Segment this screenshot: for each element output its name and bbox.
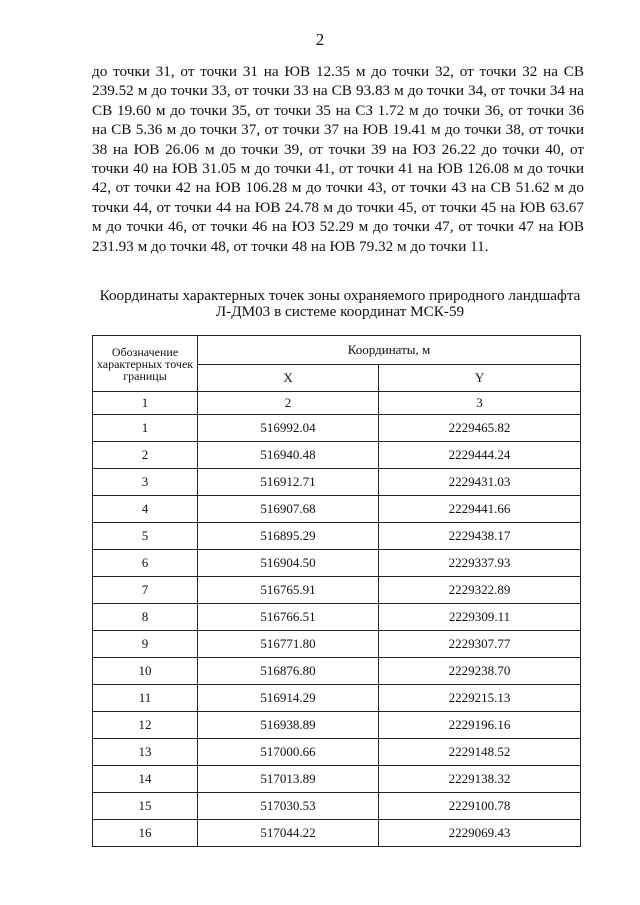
table-row	[93, 550, 581, 577]
x-coordinate-cell: 516771.80	[198, 631, 379, 658]
header-designation: Обозначение характерных точек границы	[93, 336, 198, 392]
column-number-1: 1	[93, 392, 198, 415]
x-coordinate-cell: 516940.48	[198, 442, 379, 469]
point-number-cell: 6	[93, 550, 198, 577]
y-coordinate-cell: 2229196.16	[379, 712, 581, 739]
y-coordinate-cell: 2229069.43	[379, 820, 581, 847]
x-coordinate-cell: 517000.66	[198, 739, 379, 766]
y-coordinate-cell: 2229431.03	[379, 469, 581, 496]
table-row	[93, 577, 581, 604]
table-title	[80, 288, 600, 320]
x-coordinate-cell: 516914.29	[198, 685, 379, 712]
y-coordinate-cell: 2229148.52	[379, 739, 581, 766]
x-coordinate-cell: 516876.80	[198, 658, 379, 685]
table-row	[93, 523, 581, 550]
x-coordinate-cell: 517013.89	[198, 766, 379, 793]
header-x: X	[198, 365, 379, 392]
table-row	[93, 766, 581, 793]
column-number-3: 3	[379, 392, 581, 415]
table-row	[93, 712, 581, 739]
point-number-cell: 2	[93, 442, 198, 469]
x-coordinate-cell: 516766.51	[198, 604, 379, 631]
coordinates-table	[92, 335, 581, 847]
table-row	[93, 469, 581, 496]
y-coordinate-cell: 2229441.66	[379, 496, 581, 523]
header-y: Y	[379, 365, 581, 392]
point-number-cell: 13	[93, 739, 198, 766]
y-coordinate-cell: 2229100.78	[379, 793, 581, 820]
point-number-cell: 15	[93, 793, 198, 820]
table-row	[93, 631, 581, 658]
point-number-cell: 5	[93, 523, 198, 550]
point-number-cell: 4	[93, 496, 198, 523]
x-coordinate-cell: 516907.68	[198, 496, 379, 523]
table-row	[93, 415, 581, 442]
x-coordinate-cell: 517044.22	[198, 820, 379, 847]
x-coordinate-cell: 516765.91	[198, 577, 379, 604]
y-coordinate-cell: 2229309.11	[379, 604, 581, 631]
point-number-cell: 8	[93, 604, 198, 631]
x-coordinate-cell: 516904.50	[198, 550, 379, 577]
column-number-row	[93, 392, 581, 415]
column-number-2: 2	[198, 392, 379, 415]
y-coordinate-cell: 2229444.24	[379, 442, 581, 469]
x-coordinate-cell: 516992.04	[198, 415, 379, 442]
x-coordinate-cell: 517030.53	[198, 793, 379, 820]
table-row	[93, 604, 581, 631]
point-number-cell: 3	[93, 469, 198, 496]
boundary-description-paragraph: до точки 31, от точки 31 на ЮВ 12.35 м до точки 32, от точки 32 на СВ 239.52 м до точки 33, от точки 33 на СВ 93.83 м до точки 34, от точки 34 на СВ 19.60 м до точки 35, от точки 35 на СЗ 1.72 м до точки 36, от точки 36 на СВ 5.36 м до точки 37, от точки 37 на ЮВ 19.41 м до точки 38, от точки 38 на ЮВ 26.06 м до точки 39, от точки 39 на ЮЗ 26.22 до точки 40, от точки 40 на ЮВ 31.05 м до точки 41, от точки 41 на ЮВ 126.08 м до точки 42, от точки 42 на ЮВ 106.28 м до точки 43, от точки 43 на СВ 51.62 м до точки 44, от точки 44 на ЮВ 24.78 м до точки 45, от точки 45 на ЮВ 63.67 м до точки 46, от точки 46 на ЮЗ 52.29 м до точки 47, от точки 47 на ЮВ 231.93 м до точки 48, от точки 48 на ЮВ 79.32 м до точки 11.	[92, 63, 584, 255]
table-row	[93, 739, 581, 766]
point-number-cell: 9	[93, 631, 198, 658]
table-row	[93, 820, 581, 847]
x-coordinate-cell: 516895.29	[198, 523, 379, 550]
y-coordinate-cell: 2229307.77	[379, 631, 581, 658]
table-row	[93, 658, 581, 685]
point-number-cell: 12	[93, 712, 198, 739]
point-number-cell: 11	[93, 685, 198, 712]
x-coordinate-cell: 516912.71	[198, 469, 379, 496]
y-coordinate-cell: 2229238.70	[379, 658, 581, 685]
table-title-line-1: Координаты характерных точек зоны охраняемого природного ландшафта	[99, 287, 581, 304]
y-coordinate-cell: 2229322.89	[379, 577, 581, 604]
y-coordinate-cell: 2229138.32	[379, 766, 581, 793]
point-number-cell: 1	[93, 415, 198, 442]
table-body	[93, 392, 581, 847]
page-number: 2	[315, 30, 325, 49]
point-number-cell: 16	[93, 820, 198, 847]
point-number-cell: 7	[93, 577, 198, 604]
point-number-cell: 10	[93, 658, 198, 685]
y-coordinate-cell: 2229337.93	[379, 550, 581, 577]
table-row	[93, 793, 581, 820]
point-number-cell: 14	[93, 766, 198, 793]
table-row	[93, 685, 581, 712]
table-title-line-2: Л-ДМ03 в системе координат МСК-59	[215, 303, 465, 320]
y-coordinate-cell: 2229438.17	[379, 523, 581, 550]
y-coordinate-cell: 2229465.82	[379, 415, 581, 442]
y-coordinate-cell: 2229215.13	[379, 685, 581, 712]
table-row	[93, 442, 581, 469]
header-coordinates: Координаты, м	[198, 336, 581, 365]
table-row	[93, 496, 581, 523]
x-coordinate-cell: 516938.89	[198, 712, 379, 739]
